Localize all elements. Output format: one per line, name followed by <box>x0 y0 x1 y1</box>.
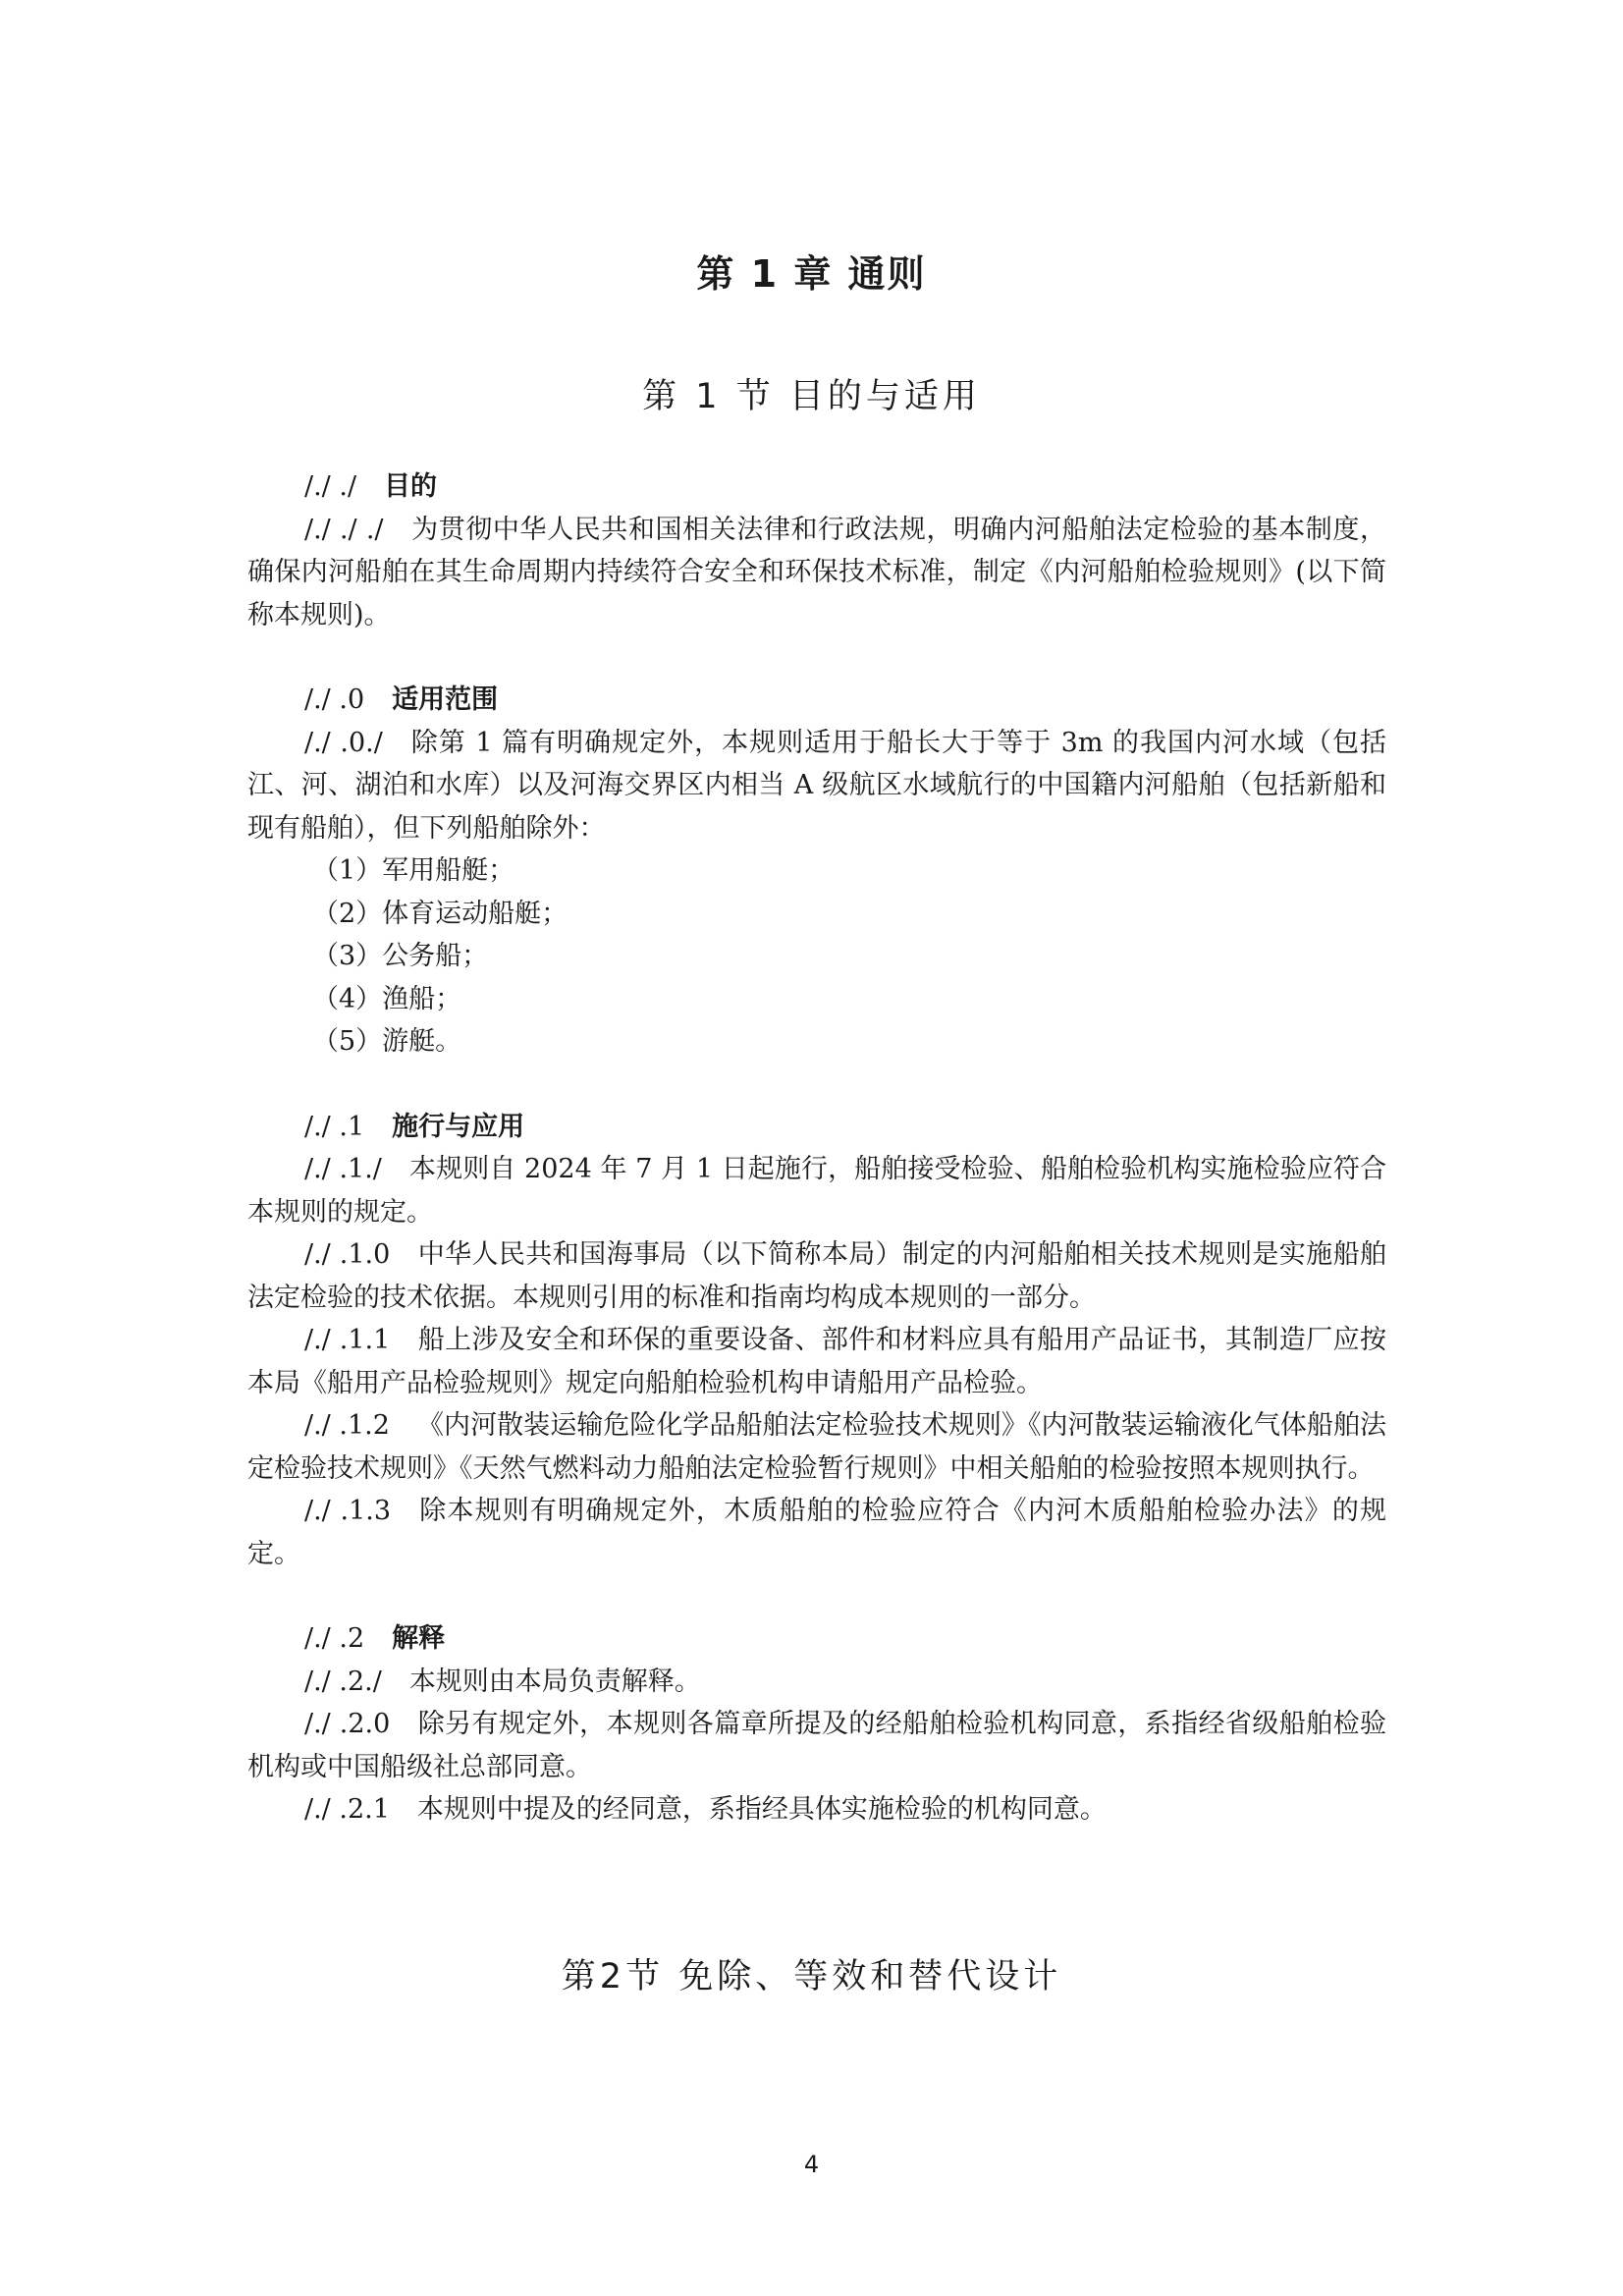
paragraph-text: 为贯彻中华人民共和国相关法律和行政法规，明确内河船舶法定检验的基本制度，确保内河船舶在其生命周期内持续符合安全和环保技术标准，制定《内河船舶检验规则》(以下简称本规则)。 <box>247 514 1386 630</box>
clause-heading-text: 适用范围 <box>392 684 499 715</box>
paragraph-text: 除另有规定外，本规则各篇章所提及的经船舶检验机构同意，系指经省级船舶检验机构或中国船级社总部同意。 <box>247 1709 1386 1782</box>
paragraph-number: /./ .2.1 <box>304 1794 390 1825</box>
paragraph <box>247 509 1386 637</box>
paragraph <box>247 1490 1386 1575</box>
list-item: （1）军用船艇； <box>312 855 515 886</box>
paragraph-number: /./ .1.3 <box>304 1496 392 1526</box>
paragraph <box>247 1148 1386 1233</box>
clause-heading-implementation <box>247 1106 1386 1149</box>
clause-heading-purpose <box>247 465 1386 509</box>
paragraph-text: 本规则自 2024 年 7 月 1 日起施行，船舶接受检验、船舶检验机构实施检验应符合本规则的规定。 <box>247 1154 1386 1228</box>
paragraph <box>247 1319 1386 1404</box>
clause-heading-text: 施行与应用 <box>392 1111 525 1142</box>
paragraph-text: 船上涉及安全和环保的重要设备、部件和材料应具有船用产品证书，其制造厂应按本局《船用产品检验规则》规定向船舶检验机构申请船用产品检验。 <box>247 1325 1386 1398</box>
clause-number: /./ .1 <box>304 1111 365 1142</box>
section-title: 第 1 节 目的与适用 <box>642 377 981 416</box>
paragraph-number: /./ ./ ./ <box>304 514 384 545</box>
paragraph <box>247 1788 1386 1831</box>
paragraph-text: 除第 1 篇有明确规定外，本规则适用于船长大于等于 3m 的我国内河水域（包括江、河、湖泊和水库）以及河海交界区内相当 A 级航区水域航行的中国籍内河船舶（包括新船和现有船舶），但下列船舶除外： <box>247 727 1386 844</box>
paragraph <box>247 1404 1386 1490</box>
paragraph-number: /./ .2.0 <box>304 1709 391 1739</box>
list-item: （2）体育运动船艇； <box>312 898 568 929</box>
list-item: （3）公务船； <box>312 941 489 971</box>
clause-number: /./ .2 <box>304 1623 365 1654</box>
paragraph-text: 中华人民共和国海事局（以下简称本局）制定的内河船舶相关技术规则是实施船舶法定检验的技术依据。本规则引用的标准和指南均构成本规则的一部分。 <box>247 1239 1386 1313</box>
paragraph <box>247 722 1386 850</box>
section-title: 第2节 免除、等效和替代设计 <box>561 1957 1062 1996</box>
paragraph-number: /./ .1./ <box>304 1154 382 1184</box>
paragraph <box>247 1703 1386 1788</box>
clause-heading-scope <box>247 679 1386 722</box>
paragraph-text: 本规则中提及的经同意，系指经具体实施检验的机构同意。 <box>416 1794 1107 1825</box>
list-item: （4）渔船； <box>312 983 462 1014</box>
page-number: 4 <box>803 2151 820 2178</box>
paragraph <box>247 1661 1386 1704</box>
paragraph-number: /./ .0./ <box>304 727 383 758</box>
paragraph-number: /./ .1.2 <box>304 1410 390 1441</box>
paragraph-text: 《内河散装运输危险化学品船舶法定检验技术规则》《内河散装运输液化气体船舶法定检验技术规则》《天然气燃料动力船舶法定检验暂行规则》中相关船舶的检验按照本规则执行。 <box>247 1410 1387 1484</box>
clause-heading-text: 解释 <box>392 1623 446 1654</box>
paragraph-number: /./ .2./ <box>304 1666 382 1697</box>
clause-number: /./ .0 <box>304 684 365 715</box>
list-item: （5）游艇。 <box>312 1026 462 1057</box>
paragraph-number: /./ .1.0 <box>304 1239 391 1270</box>
paragraph-text: 本规则由本局负责解释。 <box>408 1666 701 1697</box>
section-body <box>247 465 1386 1831</box>
chapter-title: 第 1 章 通则 <box>696 252 927 296</box>
clause-heading-text: 目的 <box>384 471 438 502</box>
clause-heading-interpretation <box>247 1617 1386 1661</box>
paragraph-text: 除本规则有明确规定外，木质船舶的检验应符合《内河木质船舶检验办法》的规定。 <box>247 1496 1387 1569</box>
clause-number: /./ ./ <box>304 471 357 502</box>
paragraph-number: /./ .1.1 <box>304 1325 391 1355</box>
paragraph <box>247 1233 1386 1319</box>
